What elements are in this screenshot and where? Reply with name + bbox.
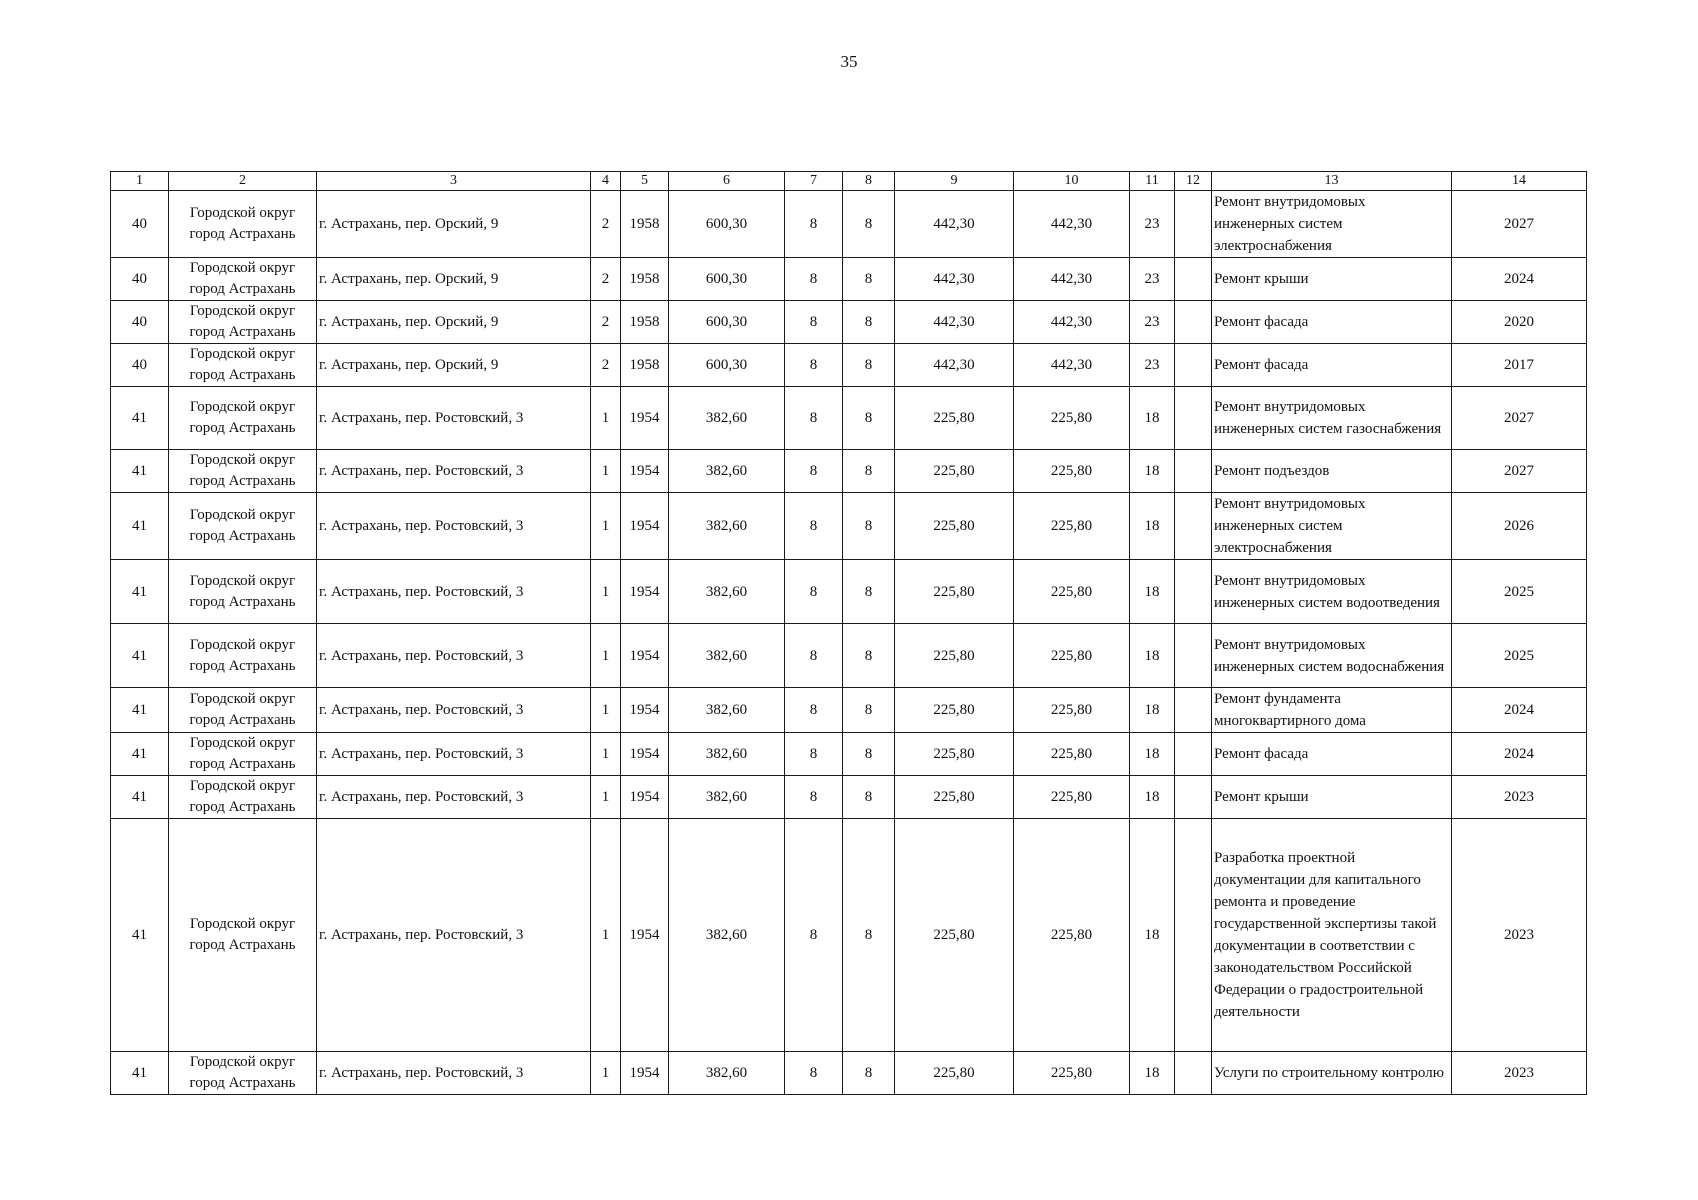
col12-cell (1175, 1052, 1212, 1095)
col8-cell: 8 (843, 688, 895, 733)
col11-count-cell: 23 (1130, 258, 1175, 301)
table-row (111, 258, 1587, 301)
planned-year-cell: 2024 (1452, 733, 1587, 776)
col8-cell: 8 (843, 450, 895, 493)
column-number: 11 (1130, 172, 1175, 191)
work-type-cell: Разработка проектной документации для капитального ремонта и проведение государственной экспертизы такой документации в соответствии с законодательством Российской Федерации о градостроительной деятельности (1212, 819, 1452, 1052)
page-number: 35 (840, 52, 858, 71)
year-built-cell: 1958 (621, 191, 669, 258)
col8-cell: 8 (843, 819, 895, 1052)
work-type-cell: Ремонт фасада (1212, 344, 1452, 387)
col11-count-cell: 18 (1130, 493, 1175, 560)
municipality-cell: Городской округ город Астрахань (169, 493, 317, 560)
table-row (111, 1052, 1587, 1095)
table-row (111, 344, 1587, 387)
col12-cell (1175, 733, 1212, 776)
col12-cell (1175, 344, 1212, 387)
column-number: 5 (621, 172, 669, 191)
col10-area-cell: 442,30 (1014, 301, 1130, 344)
col7-cell: 8 (785, 301, 843, 344)
floors-cell: 2 (591, 344, 621, 387)
work-type-cell: Ремонт фасада (1212, 301, 1452, 344)
col8-cell: 8 (843, 733, 895, 776)
col12-cell (1175, 688, 1212, 733)
floors-cell: 1 (591, 776, 621, 819)
col9-area-cell: 225,80 (895, 624, 1014, 688)
total-area-cell: 382,60 (669, 624, 785, 688)
col10-area-cell: 225,80 (1014, 624, 1130, 688)
table-row (111, 387, 1587, 450)
col10-area-cell: 225,80 (1014, 387, 1130, 450)
total-area-cell: 382,60 (669, 493, 785, 560)
planned-year-cell: 2027 (1452, 387, 1587, 450)
col7-cell: 8 (785, 258, 843, 301)
col12-cell (1175, 560, 1212, 624)
address-cell: г. Астрахань, пер. Ростовский, 3 (317, 688, 591, 733)
column-number: 2 (169, 172, 317, 191)
col8-cell: 8 (843, 258, 895, 301)
address-cell: г. Астрахань, пер. Орский, 9 (317, 344, 591, 387)
planned-year-cell: 2025 (1452, 624, 1587, 688)
col9-area-cell: 442,30 (895, 344, 1014, 387)
address-cell: г. Астрахань, пер. Ростовский, 3 (317, 776, 591, 819)
total-area-cell: 382,60 (669, 776, 785, 819)
col7-cell: 8 (785, 776, 843, 819)
planned-year-cell: 2017 (1452, 344, 1587, 387)
col12-cell (1175, 191, 1212, 258)
year-built-cell: 1954 (621, 624, 669, 688)
col11-count-cell: 18 (1130, 560, 1175, 624)
row-number-cell: 41 (111, 493, 169, 560)
municipality-cell: Городской округ город Астрахань (169, 1052, 317, 1095)
total-area-cell: 382,60 (669, 733, 785, 776)
column-number: 4 (591, 172, 621, 191)
col8-cell: 8 (843, 344, 895, 387)
col10-area-cell: 225,80 (1014, 776, 1130, 819)
address-cell: г. Астрахань, пер. Ростовский, 3 (317, 624, 591, 688)
floors-cell: 1 (591, 624, 621, 688)
year-built-cell: 1954 (621, 733, 669, 776)
col11-count-cell: 18 (1130, 450, 1175, 493)
floors-cell: 2 (591, 191, 621, 258)
row-number-cell: 41 (111, 560, 169, 624)
col9-area-cell: 225,80 (895, 450, 1014, 493)
column-number: 8 (843, 172, 895, 191)
total-area-cell: 600,30 (669, 301, 785, 344)
col10-area-cell: 225,80 (1014, 493, 1130, 560)
col7-cell: 8 (785, 387, 843, 450)
floors-cell: 1 (591, 387, 621, 450)
address-cell: г. Астрахань, пер. Орский, 9 (317, 191, 591, 258)
column-number: 12 (1175, 172, 1212, 191)
municipality-cell: Городской округ город Астрахань (169, 624, 317, 688)
year-built-cell: 1954 (621, 776, 669, 819)
floors-cell: 2 (591, 258, 621, 301)
work-type-cell: Ремонт внутридомовых инженерных систем водоснабжения (1212, 624, 1452, 688)
table-row (111, 450, 1587, 493)
municipality-cell: Городской округ город Астрахань (169, 191, 317, 258)
col7-cell: 8 (785, 733, 843, 776)
col12-cell (1175, 301, 1212, 344)
planned-year-cell: 2027 (1452, 450, 1587, 493)
col9-area-cell: 442,30 (895, 258, 1014, 301)
column-number: 9 (895, 172, 1014, 191)
table-row (111, 301, 1587, 344)
col7-cell: 8 (785, 624, 843, 688)
total-area-cell: 600,30 (669, 191, 785, 258)
col10-area-cell: 442,30 (1014, 258, 1130, 301)
year-built-cell: 1954 (621, 387, 669, 450)
table-row (111, 493, 1587, 560)
col9-area-cell: 442,30 (895, 301, 1014, 344)
col10-area-cell: 225,80 (1014, 688, 1130, 733)
address-cell: г. Астрахань, пер. Ростовский, 3 (317, 733, 591, 776)
floors-cell: 1 (591, 493, 621, 560)
planned-year-cell: 2023 (1452, 1052, 1587, 1095)
col11-count-cell: 23 (1130, 191, 1175, 258)
row-number-cell: 40 (111, 191, 169, 258)
col9-area-cell: 225,80 (895, 387, 1014, 450)
municipality-cell: Городской округ город Астрахань (169, 301, 317, 344)
municipality-cell: Городской округ город Астрахань (169, 258, 317, 301)
floors-cell: 1 (591, 1052, 621, 1095)
col11-count-cell: 18 (1130, 387, 1175, 450)
municipality-cell: Городской округ город Астрахань (169, 387, 317, 450)
total-area-cell: 382,60 (669, 450, 785, 493)
work-type-cell: Ремонт крыши (1212, 258, 1452, 301)
year-built-cell: 1958 (621, 344, 669, 387)
col8-cell: 8 (843, 560, 895, 624)
col10-area-cell: 225,80 (1014, 1052, 1130, 1095)
col8-cell: 8 (843, 776, 895, 819)
col10-area-cell: 225,80 (1014, 733, 1130, 776)
work-type-cell: Услуги по строительному контролю (1212, 1052, 1452, 1095)
address-cell: г. Астрахань, пер. Ростовский, 3 (317, 560, 591, 624)
col9-area-cell: 225,80 (895, 688, 1014, 733)
address-cell: г. Астрахань, пер. Ростовский, 3 (317, 450, 591, 493)
col12-cell (1175, 776, 1212, 819)
row-number-cell: 40 (111, 301, 169, 344)
year-built-cell: 1954 (621, 560, 669, 624)
municipality-cell: Городской округ город Астрахань (169, 560, 317, 624)
col12-cell (1175, 819, 1212, 1052)
col7-cell: 8 (785, 344, 843, 387)
municipality-cell: Городской округ город Астрахань (169, 344, 317, 387)
column-number: 7 (785, 172, 843, 191)
row-number-cell: 40 (111, 344, 169, 387)
col10-area-cell: 225,80 (1014, 819, 1130, 1052)
col11-count-cell: 18 (1130, 733, 1175, 776)
floors-cell: 1 (591, 560, 621, 624)
col12-cell (1175, 624, 1212, 688)
column-number: 14 (1452, 172, 1587, 191)
row-number-cell: 41 (111, 688, 169, 733)
work-type-cell: Ремонт внутридомовых инженерных систем водоотведения (1212, 560, 1452, 624)
planned-year-cell: 2025 (1452, 560, 1587, 624)
work-type-cell: Ремонт внутридомовых инженерных систем газоснабжения (1212, 387, 1452, 450)
table-body (111, 172, 1587, 1095)
row-number-cell: 41 (111, 624, 169, 688)
col11-count-cell: 18 (1130, 688, 1175, 733)
address-cell: г. Астрахань, пер. Орский, 9 (317, 258, 591, 301)
row-number-cell: 40 (111, 258, 169, 301)
col8-cell: 8 (843, 301, 895, 344)
col9-area-cell: 225,80 (895, 1052, 1014, 1095)
floors-cell: 2 (591, 301, 621, 344)
planned-year-cell: 2024 (1452, 258, 1587, 301)
column-number: 10 (1014, 172, 1130, 191)
column-number: 13 (1212, 172, 1452, 191)
col7-cell: 8 (785, 560, 843, 624)
col7-cell: 8 (785, 1052, 843, 1095)
col9-area-cell: 225,80 (895, 733, 1014, 776)
col7-cell: 8 (785, 493, 843, 560)
address-cell: г. Астрахань, пер. Ростовский, 3 (317, 1052, 591, 1095)
planned-year-cell: 2023 (1452, 776, 1587, 819)
row-number-cell: 41 (111, 387, 169, 450)
col8-cell: 8 (843, 624, 895, 688)
address-cell: г. Астрахань, пер. Орский, 9 (317, 301, 591, 344)
total-area-cell: 382,60 (669, 688, 785, 733)
col9-area-cell: 225,80 (895, 560, 1014, 624)
municipality-cell: Городской округ город Астрахань (169, 733, 317, 776)
planned-year-cell: 2023 (1452, 819, 1587, 1052)
col7-cell: 8 (785, 450, 843, 493)
col7-cell: 8 (785, 688, 843, 733)
col7-cell: 8 (785, 819, 843, 1052)
total-area-cell: 382,60 (669, 387, 785, 450)
planned-year-cell: 2027 (1452, 191, 1587, 258)
col12-cell (1175, 387, 1212, 450)
year-built-cell: 1954 (621, 819, 669, 1052)
planned-year-cell: 2024 (1452, 688, 1587, 733)
table-row (111, 560, 1587, 624)
year-built-cell: 1954 (621, 493, 669, 560)
table-row (111, 776, 1587, 819)
total-area-cell: 382,60 (669, 560, 785, 624)
col10-area-cell: 442,30 (1014, 344, 1130, 387)
col11-count-cell: 23 (1130, 344, 1175, 387)
planned-year-cell: 2026 (1452, 493, 1587, 560)
column-number: 6 (669, 172, 785, 191)
col9-area-cell: 225,80 (895, 493, 1014, 560)
col11-count-cell: 18 (1130, 819, 1175, 1052)
col12-cell (1175, 258, 1212, 301)
table-row (111, 733, 1587, 776)
municipality-cell: Городской округ город Астрахань (169, 450, 317, 493)
total-area-cell: 600,30 (669, 344, 785, 387)
year-built-cell: 1958 (621, 301, 669, 344)
col10-area-cell: 442,30 (1014, 191, 1130, 258)
col8-cell: 8 (843, 1052, 895, 1095)
year-built-cell: 1958 (621, 258, 669, 301)
total-area-cell: 382,60 (669, 1052, 785, 1095)
address-cell: г. Астрахань, пер. Ростовский, 3 (317, 493, 591, 560)
col9-area-cell: 225,80 (895, 819, 1014, 1052)
row-number-cell: 41 (111, 1052, 169, 1095)
planned-year-cell: 2020 (1452, 301, 1587, 344)
row-number-cell: 41 (111, 733, 169, 776)
floors-cell: 1 (591, 450, 621, 493)
col11-count-cell: 23 (1130, 301, 1175, 344)
year-built-cell: 1954 (621, 1052, 669, 1095)
floors-cell: 1 (591, 688, 621, 733)
municipality-cell: Городской округ город Астрахань (169, 776, 317, 819)
col9-area-cell: 442,30 (895, 191, 1014, 258)
total-area-cell: 382,60 (669, 819, 785, 1052)
work-type-cell: Ремонт крыши (1212, 776, 1452, 819)
total-area-cell: 600,30 (669, 258, 785, 301)
work-type-cell: Ремонт внутридомовых инженерных систем электроснабжения (1212, 191, 1452, 258)
work-type-cell: Ремонт фасада (1212, 733, 1452, 776)
address-cell: г. Астрахань, пер. Ростовский, 3 (317, 387, 591, 450)
col11-count-cell: 18 (1130, 776, 1175, 819)
floors-cell: 1 (591, 733, 621, 776)
capital-repair-table (110, 171, 1587, 1095)
column-number: 1 (111, 172, 169, 191)
municipality-cell: Городской округ город Астрахань (169, 819, 317, 1052)
row-number-cell: 41 (111, 450, 169, 493)
year-built-cell: 1954 (621, 688, 669, 733)
col12-cell (1175, 493, 1212, 560)
col9-area-cell: 225,80 (895, 776, 1014, 819)
table-row (111, 624, 1587, 688)
col8-cell: 8 (843, 387, 895, 450)
municipality-cell: Городской округ город Астрахань (169, 688, 317, 733)
floors-cell: 1 (591, 819, 621, 1052)
row-number-cell: 41 (111, 776, 169, 819)
table-row (111, 191, 1587, 258)
column-number-row (111, 172, 1587, 191)
col10-area-cell: 225,80 (1014, 560, 1130, 624)
col12-cell (1175, 450, 1212, 493)
row-number-cell: 41 (111, 819, 169, 1052)
column-number: 3 (317, 172, 591, 191)
work-type-cell: Ремонт фундамента многоквартирного дома (1212, 688, 1452, 733)
col7-cell: 8 (785, 191, 843, 258)
work-type-cell: Ремонт подъездов (1212, 450, 1452, 493)
table-row (111, 819, 1587, 1052)
work-type-cell: Ремонт внутридомовых инженерных систем электроснабжения (1212, 493, 1452, 560)
col8-cell: 8 (843, 191, 895, 258)
col8-cell: 8 (843, 493, 895, 560)
col11-count-cell: 18 (1130, 624, 1175, 688)
col10-area-cell: 225,80 (1014, 450, 1130, 493)
table-row (111, 688, 1587, 733)
year-built-cell: 1954 (621, 450, 669, 493)
address-cell: г. Астрахань, пер. Ростовский, 3 (317, 819, 591, 1052)
col11-count-cell: 18 (1130, 1052, 1175, 1095)
